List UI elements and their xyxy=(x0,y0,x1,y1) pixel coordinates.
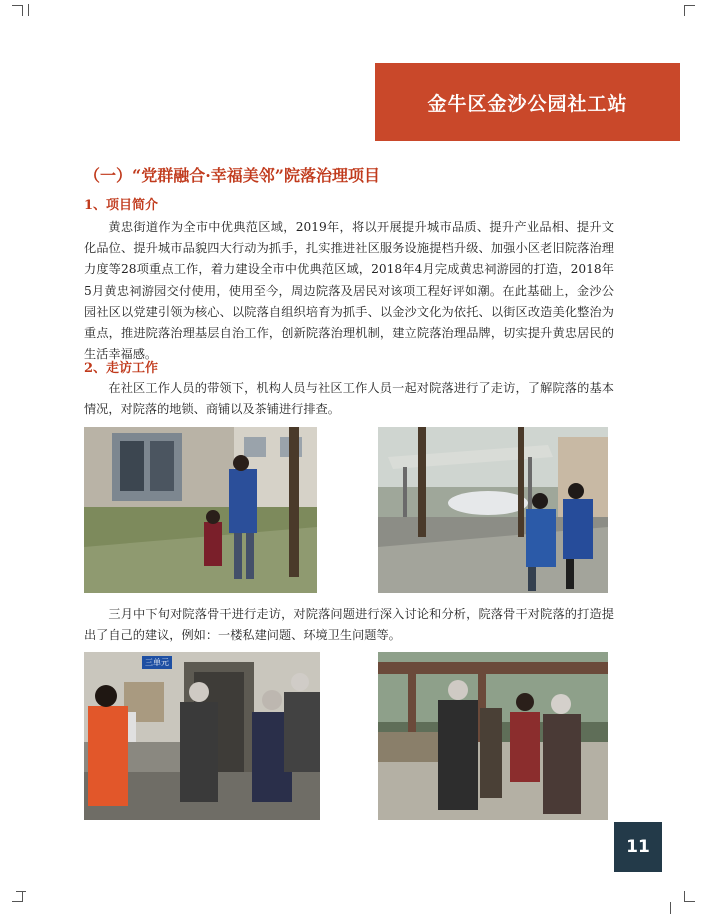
crop-mark-top-left xyxy=(12,5,23,16)
crop-mark-top-left-line xyxy=(28,4,29,16)
photo-parking-visit xyxy=(378,427,608,593)
banner-title: 金牛区金沙公园社工站 xyxy=(427,92,628,115)
crop-mark-bottom-right xyxy=(684,891,695,902)
crop-mark-top-right xyxy=(684,5,695,16)
crop-mark-bottom-right-line xyxy=(670,902,671,914)
visit-heading: 2、走访工作 xyxy=(84,361,159,376)
visit-paragraph-1: 在社区工作人员的带领下，机构人员与社区工作人员一起对院落进行了走访，了解院落的基本情况，对院落的地锁、商铺以及茶铺进行排查。 xyxy=(84,381,614,417)
visit-paragraph-2: 三月中下旬对院落骨干进行走访，对院落问题进行深入讨论和分析，院落骨干对院落的打造提出了自己的建议，例如：一楼私建问题、环境卫生问题等。 xyxy=(84,607,614,643)
crop-mark-bottom-left xyxy=(12,891,23,902)
section-title: （一）“党群融合·幸福美邻”院落治理项目 xyxy=(84,166,380,185)
intro-paragraph: 黄忠街道作为全市中优典范区域，2019年，将以开展提升城市品质、提升产业品相、提升文化品位、提升城市品貌四大行动为抓手，扎实推进社区服务设施提档升级、加强小区老旧院落治理力度等28项重点工作，着力建设全市中优典范区域，2018年4月完成黄忠祠游园的打造，2018年5月黄忠祠游园交付使用，使用至今，周边院落及居民对该项工程好评如潮。在此基础上，金沙公园社区以党建引领为核心、以院落自组织培育为抓手、以金沙文化为依托、以街区改造美化整治为重点，推进院落治理基层自治工作，创新院落治理机制，建立院落治理品牌，切实提升黄忠居民的生活幸福感。 xyxy=(84,220,615,362)
crop-mark-bottom-left-line xyxy=(16,891,26,892)
page-number: 11 xyxy=(614,822,662,872)
photo-garden-visit xyxy=(378,652,608,820)
header-banner xyxy=(375,63,680,141)
intro-heading: 1、项目简介 xyxy=(84,198,159,213)
photo-entrance-visit xyxy=(84,652,320,820)
photo-courtyard-visit xyxy=(84,427,317,593)
door-sign: 三单元 xyxy=(142,656,172,669)
